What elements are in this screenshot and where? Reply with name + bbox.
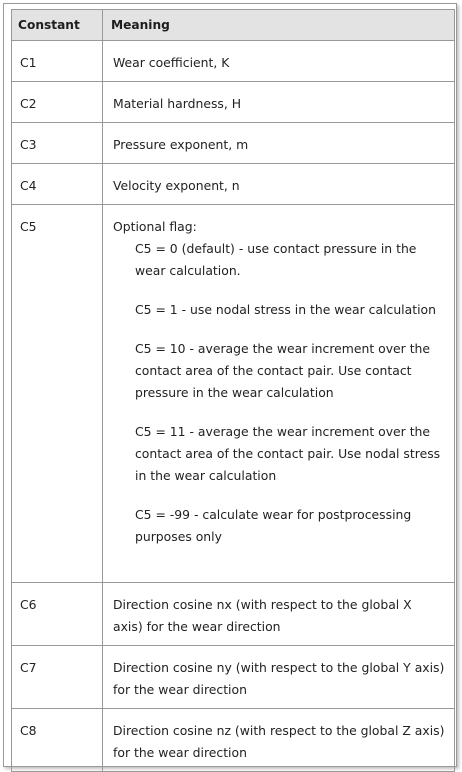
table-row [12, 164, 455, 205]
meaning-cell: Direction cosine ny (with respect to the global Y axis) for the wear direction [103, 646, 455, 709]
option-item: C5 = 1 - use nodal stress in the wear calculation [135, 302, 436, 317]
option-item: C5 = 0 (default) - use contact pressure in the wear calculation. [135, 241, 417, 278]
constant-cell: C5 [12, 205, 103, 583]
constant-cell: C8 [12, 709, 103, 772]
option-item: C5 = 11 - average the wear increment over the contact area of the contact pair. Use nodal stress in the wear calculation [135, 424, 441, 483]
table-row [12, 123, 455, 164]
option-list [113, 238, 445, 548]
table-row [12, 583, 455, 646]
table-row [12, 205, 455, 583]
constant-cell: C2 [12, 82, 103, 123]
optional-flag-label: Optional flag: [113, 219, 197, 234]
meaning-cell: Material hardness, H [103, 82, 455, 123]
meaning-cell: Wear coefficient, K [103, 41, 455, 82]
table-row [12, 82, 455, 123]
header-meaning: Meaning [103, 10, 455, 41]
constant-cell: C7 [12, 646, 103, 709]
constants-table [11, 9, 455, 772]
meaning-cell: Pressure exponent, m [103, 123, 455, 164]
meaning-cell: Velocity exponent, n [103, 164, 455, 205]
table-header-row [12, 10, 455, 41]
meaning-cell: Direction cosine nz (with respect to the global Z axis) for the wear direction [103, 709, 455, 772]
constant-cell: C1 [12, 41, 103, 82]
table-row [12, 646, 455, 709]
meaning-cell [103, 205, 455, 583]
option-item: C5 = 10 - average the wear increment over the contact area of the contact pair. Use contact pressure in the wear calculation [135, 341, 431, 400]
header-constant: Constant [12, 10, 103, 41]
table-row [12, 709, 455, 772]
meaning-cell: Direction cosine nx (with respect to the global X axis) for the wear direction [103, 583, 455, 646]
constant-cell: C6 [12, 583, 103, 646]
constant-cell: C4 [12, 164, 103, 205]
option-item: C5 = -99 - calculate wear for postprocessing purposes only [135, 507, 412, 544]
table-row [12, 41, 455, 82]
table-frame [3, 3, 457, 767]
constant-cell: C3 [12, 123, 103, 164]
